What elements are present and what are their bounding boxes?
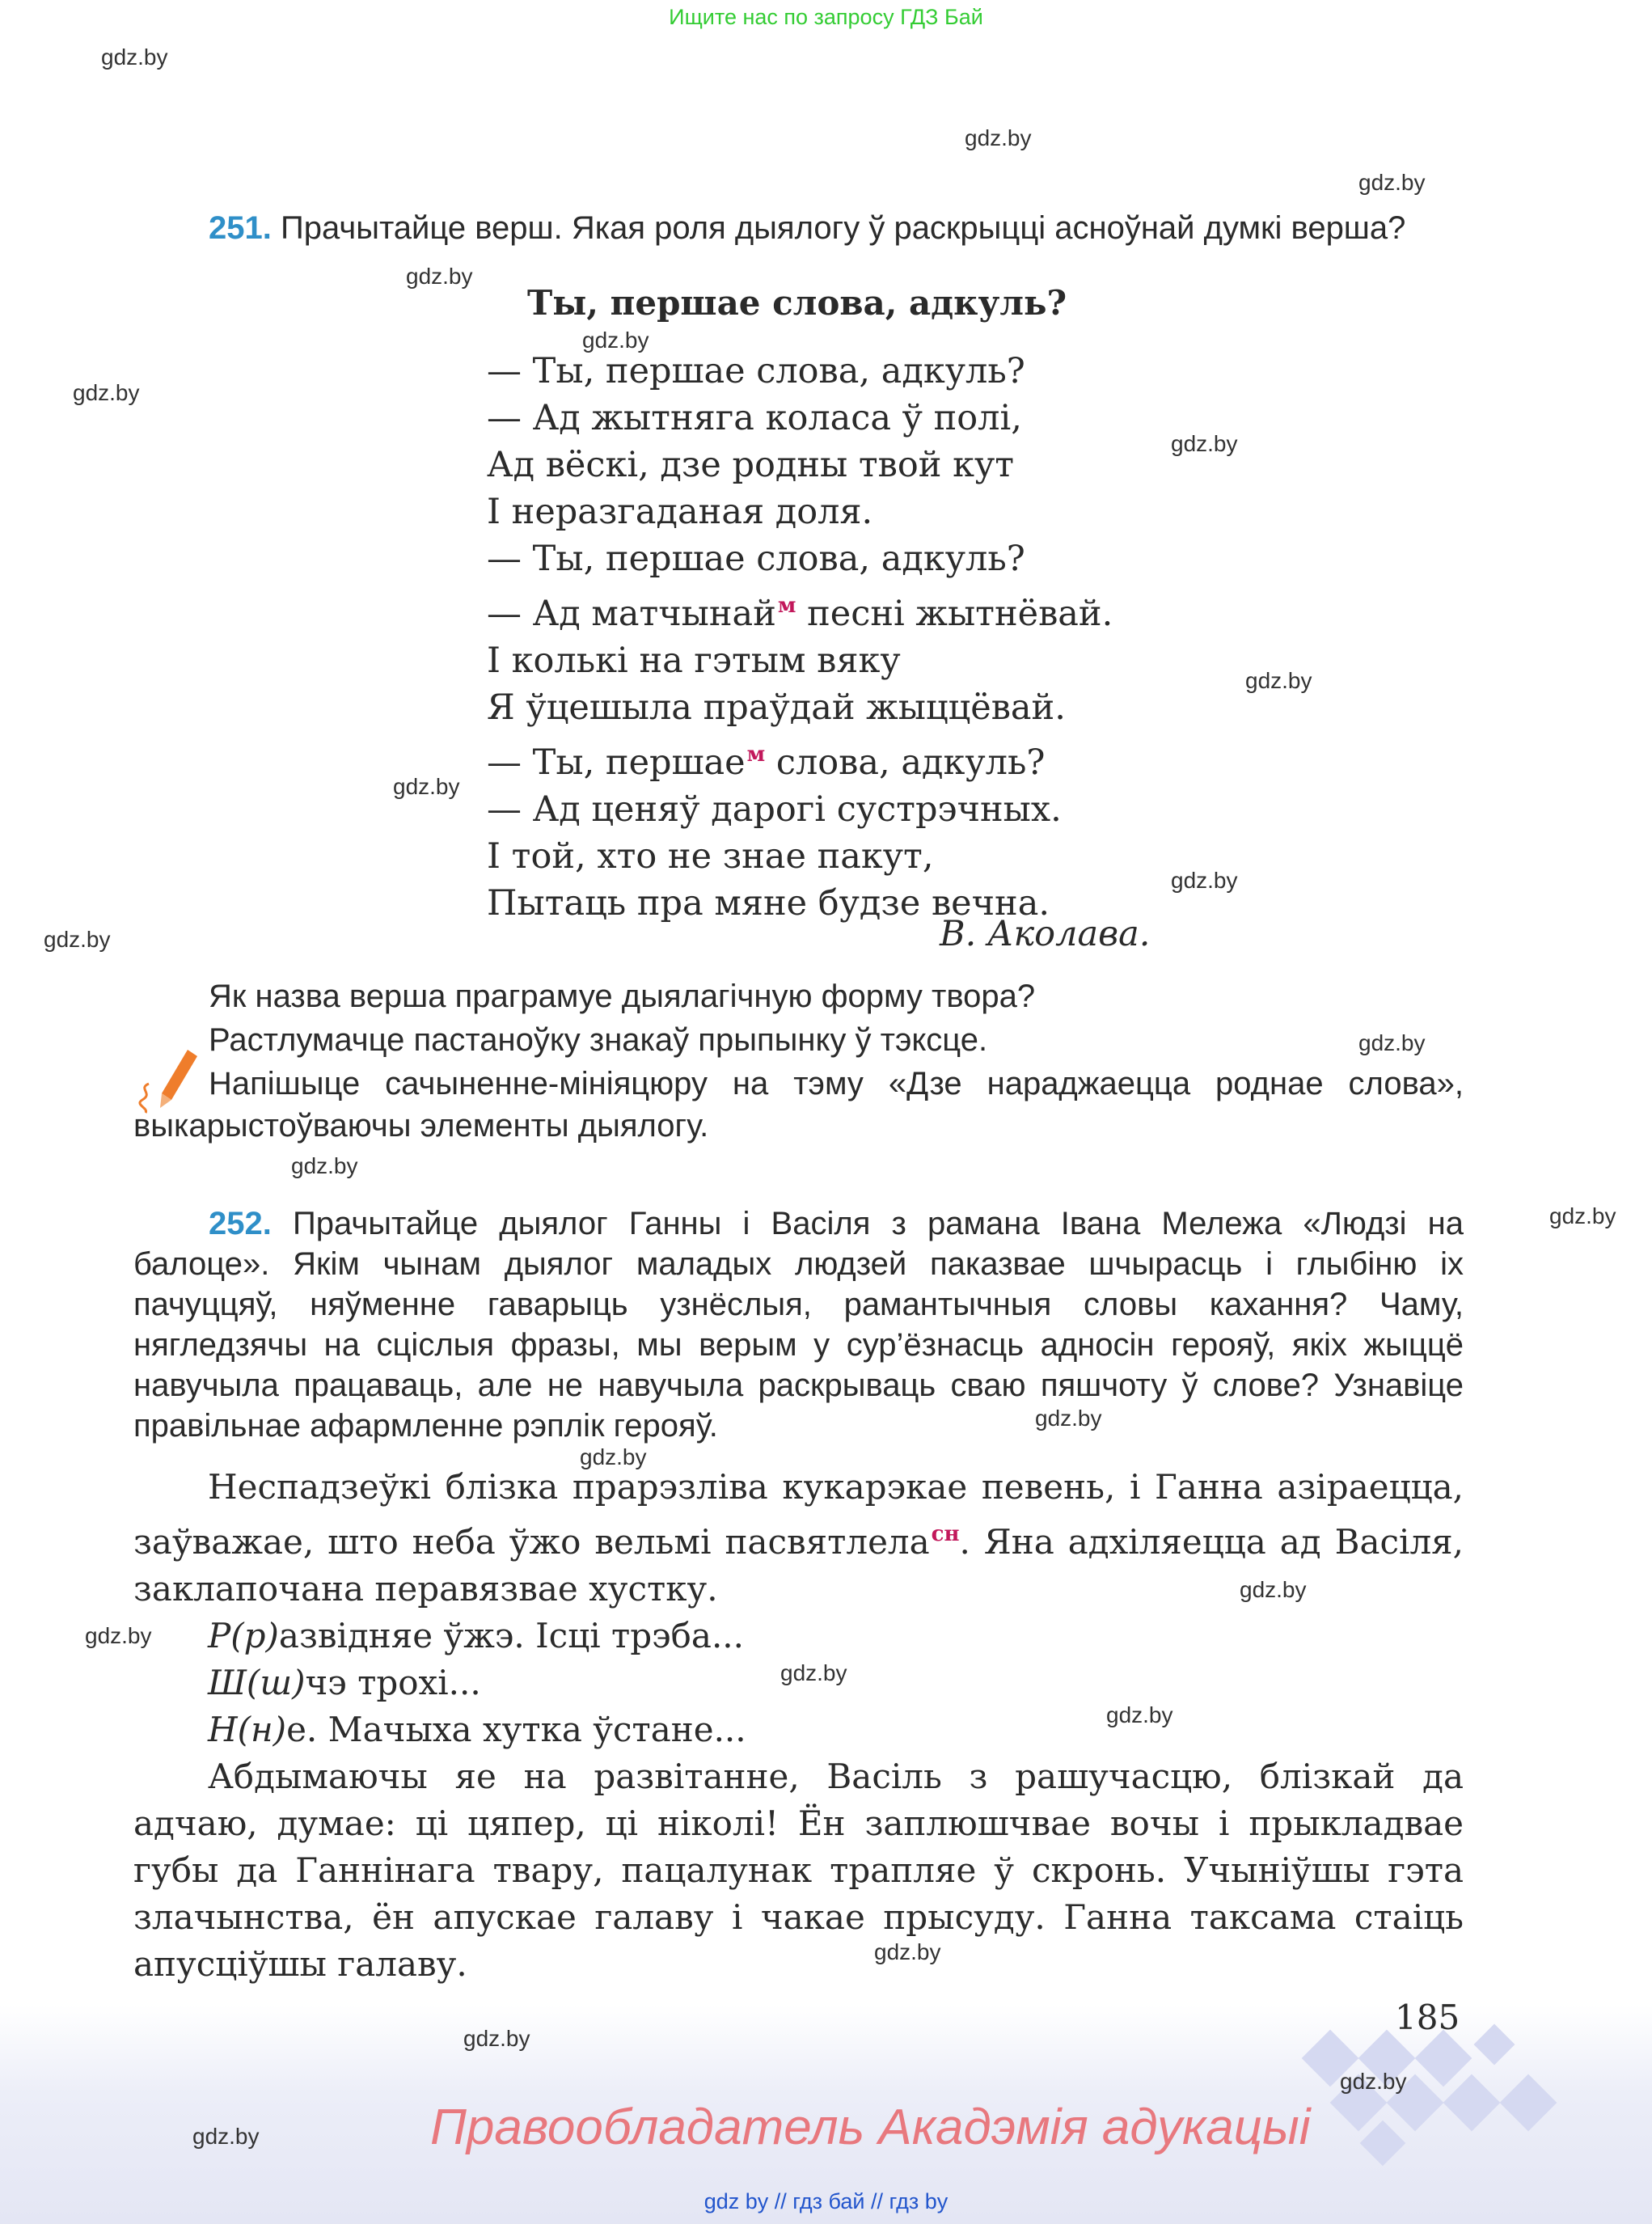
dialogue-line bbox=[133, 1706, 1464, 1753]
exercise-251-task bbox=[209, 207, 1470, 249]
task-text: Прачытайце верш. Якая роля дыялогу ў раскрыцці асноўнай думкі верша? bbox=[280, 210, 1406, 246]
poem bbox=[487, 348, 1113, 927]
poem-line-part: песні жытнёвай. bbox=[807, 594, 1113, 634]
watermark: gdz.by bbox=[874, 1939, 941, 1964]
exercise-number: 252. bbox=[209, 1206, 272, 1241]
letter-choice: Р(р) bbox=[208, 1616, 279, 1655]
dialogue-line bbox=[133, 1613, 1464, 1660]
watermark: gdz.by bbox=[101, 44, 168, 70]
watermark: gdz.by bbox=[85, 1623, 152, 1648]
watermark: gdz.by bbox=[393, 774, 460, 799]
poem-line-part: слова, адкуль? bbox=[775, 742, 1046, 783]
poem-line: І неразгаданая доля. bbox=[487, 492, 873, 532]
dialogue-line bbox=[133, 1660, 1464, 1706]
watermark: gdz.by bbox=[463, 2026, 530, 2051]
marker-m: м bbox=[746, 742, 766, 767]
page-number: 185 bbox=[1395, 1998, 1460, 2037]
watermark: gdz.by bbox=[1240, 1577, 1307, 1602]
watermark: gdz.by bbox=[1358, 1030, 1426, 1055]
poem-line: — Ты, першае слова, адкуль? bbox=[487, 351, 1025, 391]
watermark: gdz.by bbox=[580, 1444, 647, 1469]
poem-author: В. Аколава. bbox=[940, 914, 1151, 954]
watermark: gdz.by bbox=[44, 927, 111, 952]
watermark: gdz.by bbox=[582, 328, 649, 353]
exercise-number: 251. bbox=[209, 210, 272, 246]
poem-line-part: — Ад матчынай bbox=[487, 594, 776, 634]
poem-title: Ты, першае слова, адкуль? bbox=[527, 283, 1067, 323]
watermark: gdz.by bbox=[965, 125, 1032, 150]
paragraph: Абдымаючы яе на развітанне, Васіль з рашучасцю, блізкай да адчаю, думае: ці цяпер, ці ніколі! Ён заплюшчвае вочы і прыкладвае губы да Ганнінага твару, пацалунак трапляе ў скронь. Учыніўшы гэта злачынства, ён апускае галаву і чакае прысуду. Ганна таксама стаіць апусціўшы галаву. bbox=[133, 1757, 1464, 1984]
watermark: gdz.by bbox=[291, 1153, 358, 1178]
poem-line: — Ад жытняга коласа ў полі, bbox=[487, 398, 1022, 438]
watermark: gdz.by bbox=[1358, 170, 1426, 195]
poem-line: — Ты, першае слова, адкуль? bbox=[487, 539, 1025, 579]
poem-line: І той, хто не знае пакут, bbox=[487, 836, 934, 877]
question-1: Як назва верша праграмуе дыялагічную форму твора? bbox=[209, 979, 1036, 1014]
watermark: gdz.by bbox=[1245, 668, 1312, 693]
exercise-252-task bbox=[133, 1203, 1464, 1446]
poem-line: Я ўцешыла праўдай жыццёвай. bbox=[487, 687, 1066, 728]
novel-excerpt bbox=[133, 1464, 1464, 1988]
watermark: gdz.by bbox=[1171, 868, 1238, 893]
paragraph bbox=[133, 1464, 1464, 1613]
letter-choice: Н(н) bbox=[208, 1710, 287, 1749]
task-text: Прачытайце дыялог Ганны і Васіля з рамана Івана Мележа «Людзі на балоце». Якім чынам дыялог маладых людзей паказвае шчырасць і глыбіню іх пачуццяў, няўменне гаварыць узнёслыя, рамантычныя словы кахання? Чаму, нягледзячы на сціслыя фразы, мы верым у сур’ёзнасць адносін герояў, якіх жыццё навучыла працаваць, але не навучыла раскрываць сваю пяшчоту ў слове? Узнавіце правільнае афармленне рэплік герояў. bbox=[133, 1206, 1464, 1444]
watermark: gdz.by bbox=[406, 264, 473, 289]
watermark: gdz.by bbox=[780, 1660, 847, 1685]
question-3: Напішыце сачыненне-мініяцюру на тэму «Дзе нараджаецца роднае слова», выкарыстоўваючы элементы дыялогу. bbox=[133, 1066, 1464, 1144]
paragraph-text: . Яна адхіляецца ад Васіля, заклапочана перавязвае хустку. bbox=[133, 1522, 1464, 1609]
watermark: gdz.by bbox=[192, 2124, 260, 2149]
watermark: gdz.by bbox=[1171, 431, 1238, 456]
poem-line-part: — Ты, першае bbox=[487, 742, 746, 783]
poem-line: Пытаць пра мяне будзе вечна. bbox=[487, 883, 1050, 924]
search-hint-banner[interactable]: Ищите нас по запросу ГДЗ Бай bbox=[669, 5, 983, 29]
dialogue-text: азвідняе ўжэ. Ісці трэба... bbox=[278, 1616, 745, 1655]
poem-line bbox=[487, 582, 1113, 637]
dialogue-text: чэ трохі... bbox=[305, 1663, 481, 1702]
watermark: gdz.by bbox=[1106, 1702, 1173, 1727]
dialogue-text: е. Мачыха хутка ўстане... bbox=[286, 1710, 746, 1749]
copyright-holder: Правообладатель Акадэмія адукацыі bbox=[430, 2099, 1311, 2155]
watermark: gdz.by bbox=[1549, 1203, 1616, 1228]
poem-line: — Ад ценяў дарогі сустрэчных. bbox=[487, 789, 1062, 830]
poem-line bbox=[487, 731, 1113, 786]
watermark: gdz.by bbox=[1035, 1406, 1102, 1431]
watermark: gdz.by bbox=[73, 380, 140, 405]
paragraph-text: Неспадзеўкі блізка прарэзліва кукарэкае певень, і Ганна азіраецца, заўважае, што неба ўжо вельмі пасвятлела bbox=[133, 1467, 1464, 1562]
letter-choice: Ш(ш) bbox=[208, 1663, 306, 1702]
marker-m: м bbox=[777, 594, 796, 618]
watermark: gdz.by bbox=[1340, 2069, 1407, 2094]
marker-sn: сн bbox=[931, 1522, 960, 1546]
question-2: Растлумачце пастаноўку знакаў прыпынку ў тэксце. bbox=[209, 1022, 988, 1058]
poem-line: Ад вёскі, дзе родны твой кут bbox=[487, 445, 1015, 485]
poem-line: І колькі на гэтым вяку bbox=[487, 641, 901, 681]
footer-links[interactable]: gdz by // гдз бай // гдз by bbox=[703, 2189, 949, 2213]
